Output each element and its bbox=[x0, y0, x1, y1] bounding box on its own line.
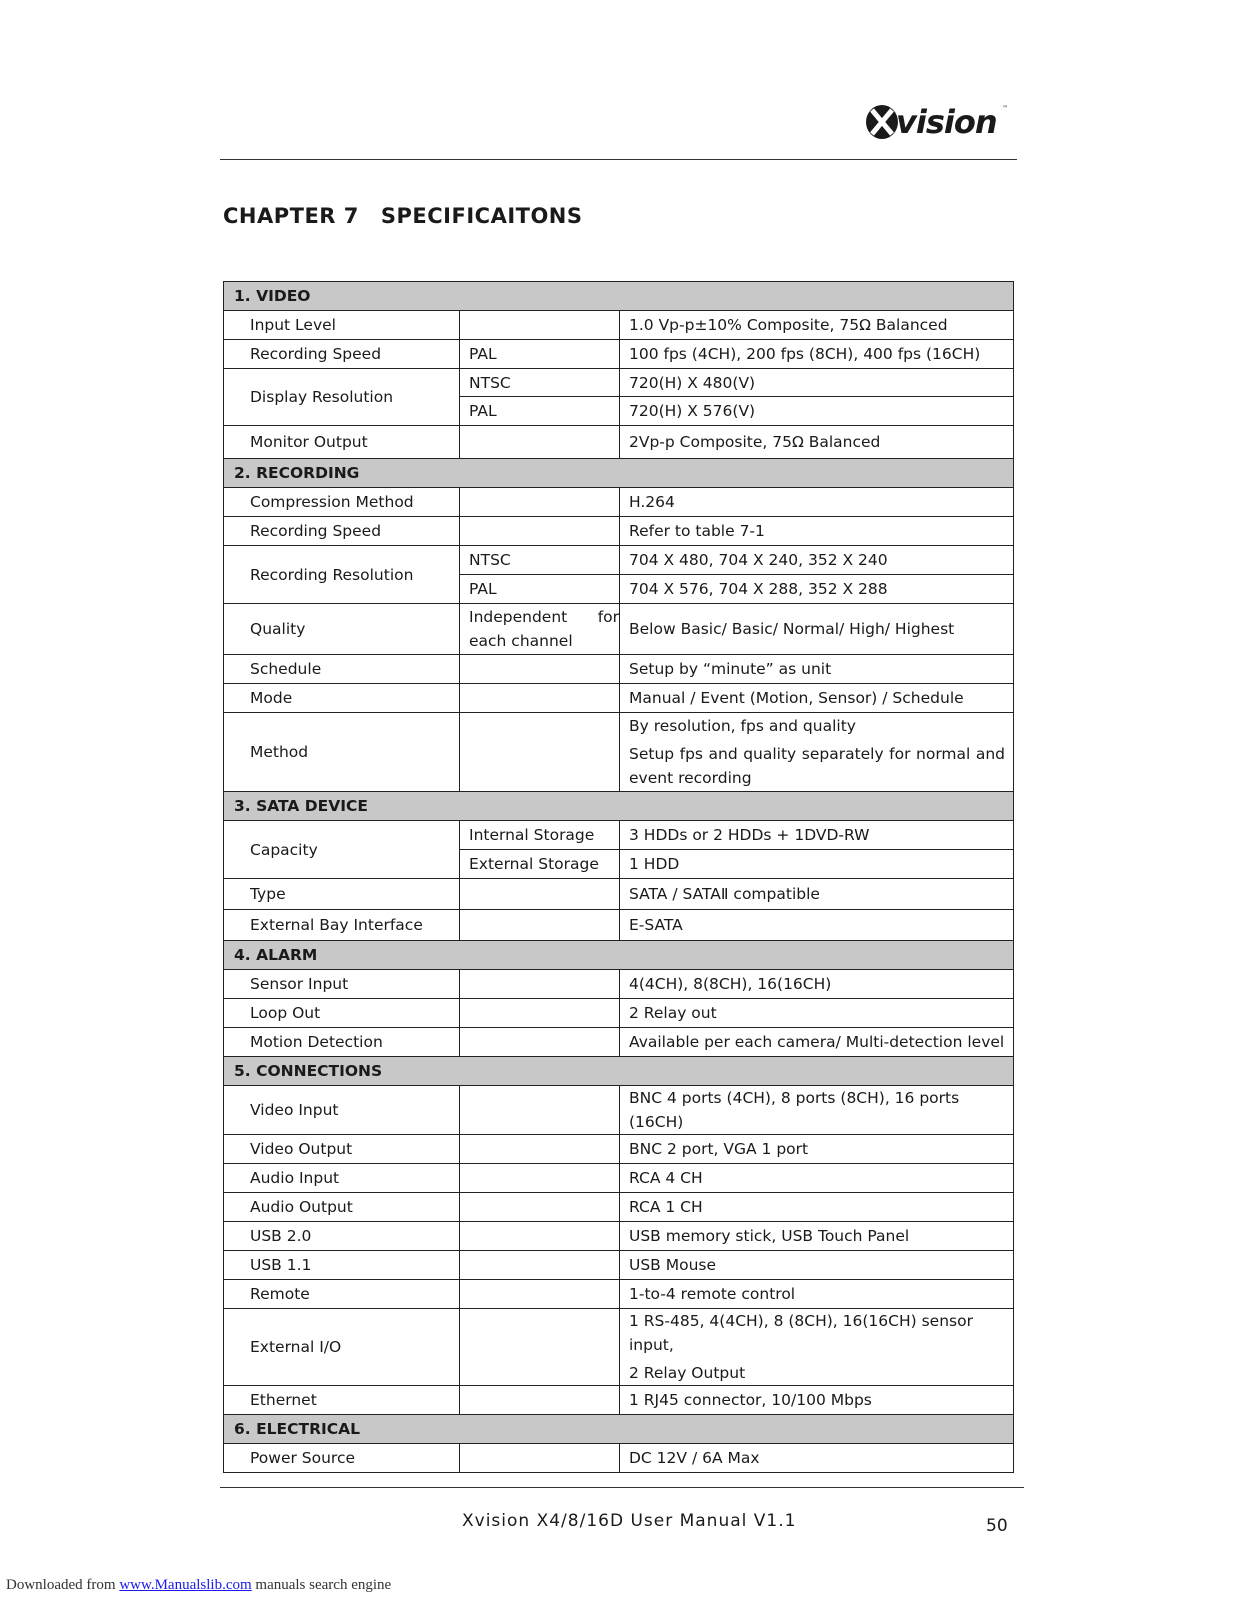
table-row: Recording Speed Refer to table 7-1 bbox=[224, 517, 1014, 546]
svg-text:™: ™ bbox=[1002, 105, 1008, 112]
section-header-sata: 3. SATA DEVICE bbox=[224, 792, 1014, 821]
page-title: CHAPTER 7 SPECIFICAITONS bbox=[223, 204, 583, 228]
table-row: Remote 1-to-4 remote control bbox=[224, 1280, 1014, 1309]
xvision-logo bbox=[862, 98, 1012, 146]
table-row: Recording Speed PAL 100 fps (4CH), 200 fps (8CH), 400 fps (16CH) bbox=[224, 340, 1014, 369]
table-row: Sensor Input 4(4CH), 8(8CH), 16(16CH) bbox=[224, 970, 1014, 999]
table-row: Mode Manual / Event (Motion, Sensor) / Schedule bbox=[224, 684, 1014, 713]
table-row: Motion Detection Available per each camera/ Multi-detection level bbox=[224, 1028, 1014, 1057]
footer-rule bbox=[220, 1487, 1024, 1488]
table-row: Quality Independent for each channel Below Basic/ Basic/ Normal/ High/ Highest bbox=[224, 604, 1014, 655]
table-row: External Storage 1 HDD bbox=[224, 850, 1014, 879]
table-row: External Bay Interface E-SATA bbox=[224, 910, 1014, 941]
table-row: PAL 704 X 576, 704 X 288, 352 X 288 bbox=[224, 575, 1014, 604]
table-row: Type SATA / SATAⅡ compatible bbox=[224, 879, 1014, 910]
table-row: Capacity Internal Storage 3 HDDs or 2 HDDs + 1DVD-RW bbox=[224, 821, 1014, 850]
table-row: Schedule Setup by “minute” as unit bbox=[224, 655, 1014, 684]
section-header-connections: 5. CONNECTIONS bbox=[224, 1057, 1014, 1086]
table-row: Monitor Output 2Vp-p Composite, 75Ω Balanced bbox=[224, 426, 1014, 459]
table-row: Ethernet 1 RJ45 connector, 10/100 Mbps bbox=[224, 1386, 1014, 1415]
table-row: Video Input BNC 4 ports (4CH), 8 ports (8CH), 16 ports (16CH) bbox=[224, 1086, 1014, 1135]
table-row: Method By resolution, fps and quality Setup fps and quality separately for normal and event recording bbox=[224, 713, 1014, 792]
section-header-alarm: 4. ALARM bbox=[224, 941, 1014, 970]
manualslib-link[interactable]: www.Manualslib.com bbox=[119, 1577, 252, 1593]
svg-text:vision: vision bbox=[896, 103, 997, 141]
table-row: External I/O 1 RS-485, 4(4CH), 8 (8CH), 16(16CH) sensor input, 2 Relay Output bbox=[224, 1309, 1014, 1386]
section-header-electrical: 6. ELECTRICAL bbox=[224, 1415, 1014, 1444]
specifications-table bbox=[223, 281, 1014, 1473]
table-row: Audio Input RCA 4 CH bbox=[224, 1164, 1014, 1193]
download-notice: Downloaded from www.Manualslib.com manuals search engine bbox=[6, 1577, 392, 1593]
table-row: Recording Resolution NTSC 704 X 480, 704 X 240, 352 X 240 bbox=[224, 546, 1014, 575]
table-row: Display Resolution NTSC 720(H) X 480(V) bbox=[224, 369, 1014, 397]
table-row: Compression Method H.264 bbox=[224, 488, 1014, 517]
table-row: Video Output BNC 2 port, VGA 1 port bbox=[224, 1135, 1014, 1164]
page-number: 50 bbox=[986, 1516, 1008, 1536]
table-row: USB 2.0 USB memory stick, USB Touch Panel bbox=[224, 1222, 1014, 1251]
section-header-video: 1. VIDEO bbox=[224, 282, 1014, 311]
table-row: PAL 720(H) X 576(V) bbox=[224, 397, 1014, 426]
table-row: USB 1.1 USB Mouse bbox=[224, 1251, 1014, 1280]
table-row: Audio Output RCA 1 CH bbox=[224, 1193, 1014, 1222]
section-header-recording: 2. RECORDING bbox=[224, 459, 1014, 488]
table-row: Power Source DC 12V / 6A Max bbox=[224, 1444, 1014, 1473]
footer-manual-title: Xvision X4/8/16D User Manual V1.1 bbox=[462, 1511, 797, 1531]
header-rule bbox=[220, 159, 1017, 160]
table-row: Input Level 1.0 Vp-p±10% Composite, 75Ω Balanced bbox=[224, 311, 1014, 340]
table-row: Loop Out 2 Relay out bbox=[224, 999, 1014, 1028]
